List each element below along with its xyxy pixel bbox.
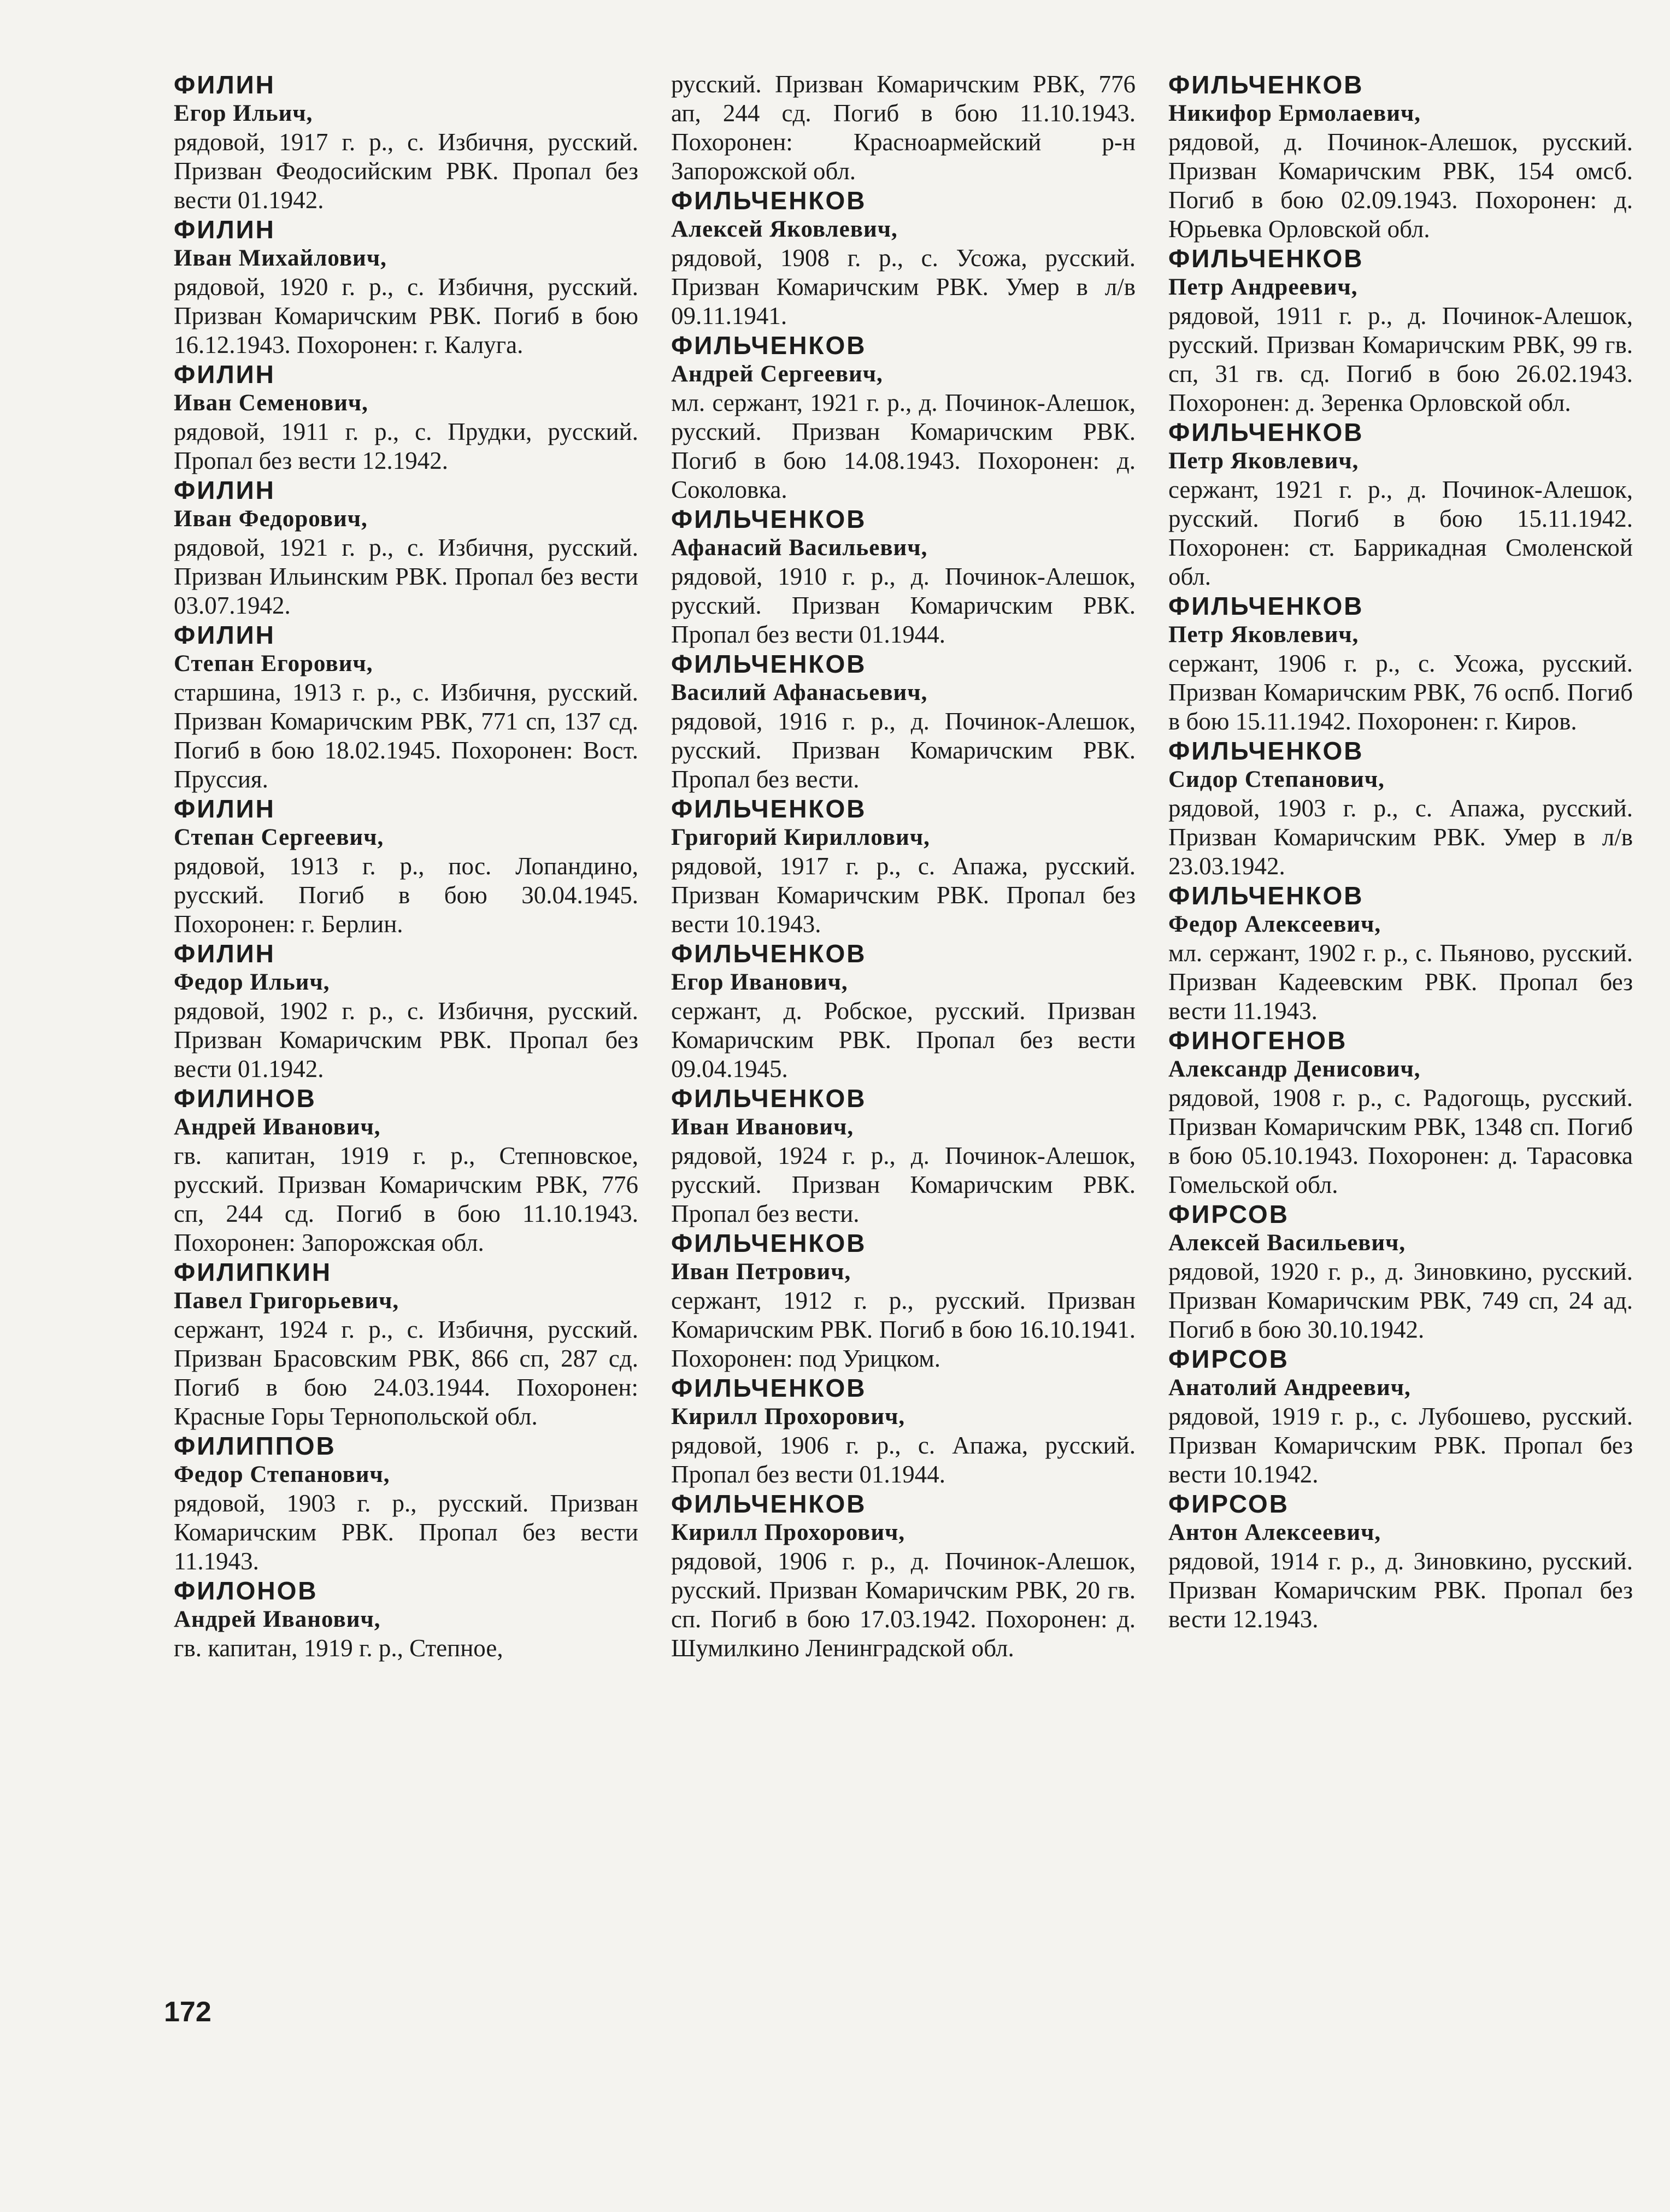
person-entry [671,331,1136,504]
entry-given-name: Павел Григорьевич, [174,1288,399,1314]
entry-biography: гв. капитан, 1919 г. р., Степновское, русский. Призван Комаричским РВК, 776 сп, 244 сд. Погиб в бою 11.10.1943. Похоронен: Запорожская обл. [174,1142,638,1256]
entry-biography: рядовой, 1906 г. р., с. Апажа, русский. Пропал без вести 01.1944. [671,1432,1136,1488]
entry-given-name: Алексей Васильевич, [1168,1230,1406,1256]
entry-given-name: Сидор Степанович, [1168,767,1385,792]
entry-biography: рядовой, 1911 г. р., д. Починок-Алешок, русский. Призван Комаричским РВК, 99 гв. сп, 31 гв. сд. Погиб в бою 26.02.1943. Похоронен: д. Зеренка Орловской обл. [1168,302,1633,416]
entry-given-name: Андрей Иванович, [174,1114,381,1140]
entry-surname: ФИЛЬЧЕНКОВ [671,1084,867,1113]
entry-biography: рядовой, 1903 г. р., с. Апажа, русский. Призван Комаричским РВК. Умер в л/в 23.03.1942. [1168,795,1633,880]
person-entry [1168,70,1633,244]
entry-surname: ФИЛЬЧЕНКОВ [1168,244,1364,273]
person-entry [671,939,1136,1084]
person-entry [174,360,638,475]
entry-surname: ФИЛИППОВ [174,1432,336,1460]
entry-surname: ФИЛИН [174,621,275,649]
person-entry [671,186,1136,331]
page-number: 172 [164,1996,211,2028]
entry-surname: ФИЛЬЧЕНКОВ [671,1374,867,1402]
entry-surname: ФИРСОВ [1168,1490,1289,1518]
entry-given-name: Петр Андреевич, [1168,274,1358,300]
entry-biography: рядовой, 1911 г. р., с. Прудки, русский. Пропал без вести 12.1942. [174,418,638,474]
entry-biography: гв. капитан, 1919 г. р., Степное, [174,1634,503,1662]
person-entry [671,794,1136,939]
entry-given-name: Иван Семенович, [174,390,368,416]
entry-biography: рядовой, 1910 г. р., д. Починок-Алешок, русский. Призван Комаричским РВК. Пропал без вести 01.1944. [671,563,1136,648]
person-entry [174,939,638,1084]
entry-given-name: Кирилл Прохорович, [671,1520,905,1545]
person-entry [671,504,1136,649]
person-entry [1168,1199,1633,1344]
entry-given-name: Никифор Ермолаевич, [1168,101,1421,126]
entry-given-name: Иван Иванович, [671,1114,854,1140]
entry-surname: ФИЛЬЧЕНКОВ [1168,418,1364,446]
entry-given-name: Федор Ильич, [174,969,330,995]
entry-biography: сержант, 1912 г. р., русский. Призван Комаричским РВК. Погиб в бою 16.10.1941. Похоронен: под Урицком. [671,1287,1136,1372]
entry-surname: ФИЛЬЧЕНКОВ [671,186,867,215]
person-entry [1168,736,1633,881]
entry-biography: старшина, 1913 г. р., с. Избичня, русский. Призван Комаричским РВК, 771 сп, 137 сд. Погиб в бою 18.02.1945. Похоронен: Вост. Пруссия. [174,679,638,793]
entry-surname: ФИЛЬЧЕНКОВ [671,795,867,823]
entry-biography: рядовой, д. Починок-Алешок, русский. Призван Комаричским РВК, 154 омсб. Погиб в бою 02.09.1943. Похоронен: д. Юрьевка Орловской обл. [1168,128,1633,243]
entry-surname: ФИНОГЕНОВ [1168,1026,1348,1055]
entry-surname: ФИЛИН [174,360,275,389]
person-entry [671,1084,1136,1228]
entry-biography: рядовой, 1920 г. р., д. Зиновкино, русский. Призван Комаричским РВК, 749 сп, 24 ад. Погиб в бою 30.10.1942. [1168,1258,1633,1343]
entry-surname: ФИЛЬЧЕНКОВ [671,331,867,360]
entry-given-name: Егор Ильич, [174,101,313,126]
entry-biography: рядовой, 1917 г. р., с. Апажа, русский. Призван Комаричским РВК. Пропал без вести 10.1943. [671,852,1136,938]
entry-surname: ФИЛЬЧЕНКОВ [671,505,867,533]
entry-given-name: Андрей Сергеевич, [671,361,883,387]
entry-biography: сержант, 1906 г. р., с. Усожа, русский. Призван Комаричским РВК, 76 оспб. Погиб в бою 15.11.1942. Похоронен: г. Киров. [1168,650,1633,735]
entry-surname: ФИЛОНОВ [174,1576,318,1605]
entry-given-name: Иван Федорович, [174,506,368,532]
entry-surname: ФИЛЬЧЕНКОВ [671,939,867,968]
entry-surname: ФИЛИН [174,70,275,99]
person-entry [174,1084,638,1257]
entry-biography: рядовой, 1914 г. р., д. Зиновкино, русский. Призван Комаричским РВК. Пропал без вести 12.1943. [1168,1548,1633,1633]
person-entry [1168,1489,1633,1634]
entry-given-name: Иван Петрович, [671,1259,851,1285]
entry-biography: мл. сержант, 1921 г. р., д. Починок-Алешок, русский. Призван Комаричским РВК. Погиб в бою 14.08.1943. Похоронен: д. Соколовка. [671,389,1136,503]
entry-biography: рядовой, 1921 г. р., с. Избичня, русский. Призван Ильинским РВК. Пропал без вести 03.07.1942. [174,534,638,619]
entry-surname: ФИЛИНОВ [174,1084,316,1113]
column-2 [671,70,1136,1663]
entry-given-name: Федор Степанович, [174,1462,390,1487]
entry-surname: ФИЛИН [174,795,275,823]
person-entry [671,649,1136,794]
entry-given-name: Кирилл Прохорович, [671,1404,905,1429]
column-3 [1168,70,1633,1634]
entry-biography: рядовой, 1919 г. р., с. Лубошево, русский. Призван Комаричским РВК. Пропал без вести 10.1942. [1168,1403,1633,1488]
entry-surname: ФИЛИН [174,476,275,504]
person-entry [1168,1344,1633,1489]
person-entry [174,215,638,360]
entry-given-name: Василий Афанасьевич, [671,680,928,705]
entry-given-name: Иван Михайлович, [174,245,387,271]
entry-biography: рядовой, 1916 г. р., д. Починок-Алешок, русский. Призван Комаричским РВК. Пропал без вести. [671,708,1136,793]
entry-biography: рядовой, 1906 г. р., д. Починок-Алешок, русский. Призван Комаричским РВК, 20 гв. сп. Погиб в бою 17.03.1942. Похоронен: д. Шумилкино Ленинградской обл. [671,1548,1136,1662]
person-entry [671,1228,1136,1373]
entry-given-name: Алексей Яковлевич, [671,216,898,242]
person-entry [1168,244,1633,417]
entry-given-name: Егор Иванович, [671,969,848,995]
entry-given-name: Анатолий Андреевич, [1168,1375,1411,1401]
entry-surname: ФИЛЬЧЕНКОВ [1168,70,1364,99]
person-entry [1168,417,1633,591]
person-entry [174,70,638,215]
entry-surname: ФИЛЬЧЕНКОВ [1168,737,1364,765]
entry-biography: рядовой, 1920 г. р., с. Избичня, русский. Призван Комаричским РВК. Погиб в бою 16.12.1943. Похоронен: г. Калуга. [174,273,638,358]
entry-given-name: Александр Денисович, [1168,1056,1421,1082]
entry-biography: рядовой, 1908 г. р., с. Радогощь, русский. Призван Комаричским РВК, 1348 сп. Погиб в бою 05.10.1943. Похоронен: д. Тарасовка Гомельской обл. [1168,1084,1633,1198]
person-entry [174,1431,638,1576]
entry-surname: ФИЛИН [174,939,275,968]
entry-surname: ФИЛЬЧЕНКОВ [671,1490,867,1518]
person-entry [174,475,638,620]
entry-surname: ФИЛЬЧЕНКОВ [671,1229,867,1257]
entry-surname: ФИЛИПКИН [174,1258,332,1286]
person-entry [671,1489,1136,1663]
entry-given-name: Андрей Иванович, [174,1607,381,1632]
entry-given-name: Степан Егорович, [174,651,373,676]
entry-biography: сержант, д. Робское, русский. Призван Комаричским РВК. Пропал без вести 09.04.1945. [671,997,1136,1083]
person-entry [671,1373,1136,1489]
person-entry [174,1257,638,1431]
entry-biography: рядовой, 1917 г. р., с. Избичня, русский. Призван Феодосийским РВК. Пропал без вести 01.1942. [174,128,638,214]
entry-given-name: Афанасий Васильевич, [671,535,928,561]
entry-biography: сержант, 1921 г. р., д. Починок-Алешок, русский. Погиб в бою 15.11.1942. Похоронен: ст. Баррикадная Смоленской обл. [1168,476,1633,590]
entry-given-name: Федор Алексеевич, [1168,911,1381,937]
entry-surname: ФИРСОВ [1168,1200,1289,1228]
entry-given-name: Степан Сергеевич, [174,825,384,850]
person-entry [1168,881,1633,1026]
entry-surname: ФИЛЬЧЕНКОВ [1168,592,1364,620]
entry-surname: ФИРСОВ [1168,1345,1289,1373]
continuation-text: русский. Призван Комаричским РВК, 776 ап, 244 сд. Погиб в бою 11.10.1943. Похоронен: Красноармейский р-н Запорожской обл. [671,70,1136,185]
entry-given-name: Петр Яковлевич, [1168,448,1359,474]
entry-given-name: Антон Алексеевич, [1168,1520,1381,1545]
person-entry [174,1576,638,1663]
person-entry [174,794,638,939]
entry-biography: рядовой, 1902 г. р., с. Избичня, русский. Призван Комаричским РВК. Пропал без вести 01.1942. [174,997,638,1083]
entry-biography: сержант, 1924 г. р., с. Избичня, русский. Призван Брасовским РВК, 866 сп, 287 сд. Погиб в бою 24.03.1944. Похоронен: Красные Горы Тернопольской обл. [174,1316,638,1430]
person-entry [1168,1026,1633,1199]
entry-surname: ФИЛЬЧЕНКОВ [671,650,867,678]
entry-surname: ФИЛИН [174,215,275,244]
entry-biography: рядовой, 1913 г. р., пос. Лопандино, русский. Погиб в бою 30.04.1945. Похоронен: г. Берлин. [174,852,638,938]
person-entry [1168,591,1633,736]
column-1 [174,70,638,1663]
entry-biography: мл. сержант, 1902 г. р., с. Пьяново, русский. Призван Кадеевским РВК. Пропал без вести 11.1943. [1168,939,1633,1025]
person-entry [174,620,638,794]
entry-biography: рядовой, 1903 г. р., русский. Призван Комаричским РВК. Пропал без вести 11.1943. [174,1490,638,1575]
entry-given-name: Петр Яковлевич, [1168,622,1359,648]
entry-biography: рядовой, 1908 г. р., с. Усожа, русский. Призван Комаричским РВК. Умер в л/в 09.11.1941. [671,244,1136,330]
entry-surname: ФИЛЬЧЕНКОВ [1168,881,1364,910]
entry-biography: рядовой, 1924 г. р., д. Починок-Алешок, русский. Призван Комаричским РВК. Пропал без вести. [671,1142,1136,1227]
entry-given-name: Григорий Кириллович, [671,825,930,850]
